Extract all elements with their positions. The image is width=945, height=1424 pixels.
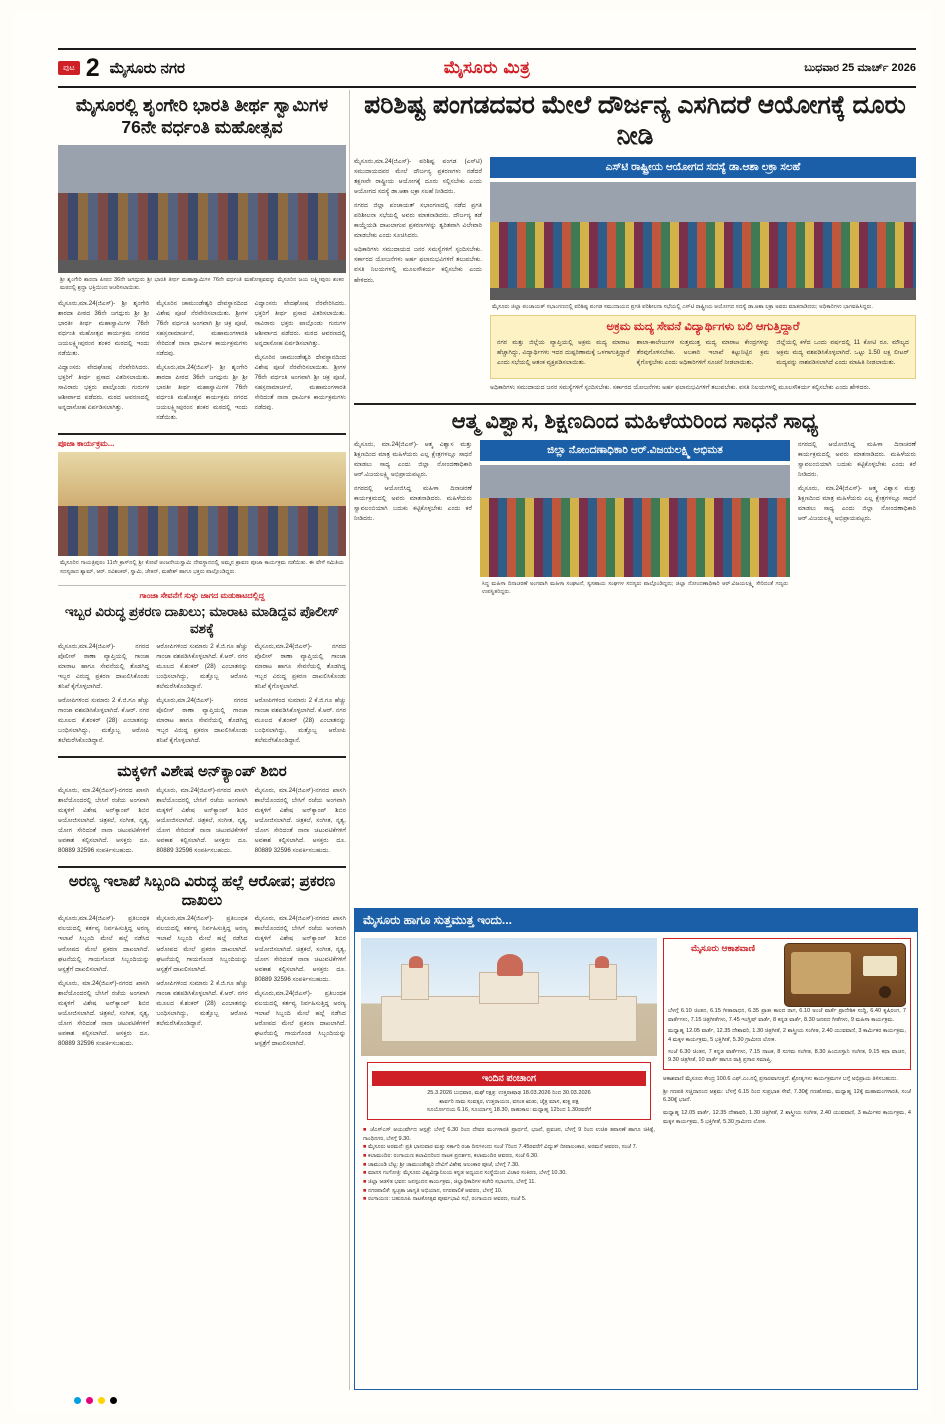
temple-photo-caption: ಮೈಸೂರಿನ ಗಾಯತ್ರಿಪುರಂ 11ನೇ ಕ್ರಾಸ್‌ನಲ್ಲಿ ಶ್ರೀ ಕೋಟೆ ಆಂಜನೇಯಸ್ವಾಮಿ ದೇವಸ್ಥಾನದಲ್ಲಿ ಅಮ್ಮನ ಶ್ರಾವಣ ಪೂಜಾ ಕಾರ್ಯಕ್ರಮ ನಡೆಯಿತು. ಈ ವೇಳೆ ಸಮಿತಿಯ ಸದಸ್ಯರಾದ ಶ್ಯಾಮ್, ಆರ್. ರವಿಶಂಕರ್, ಸ್ವಾಮಿ, ಚೇತನ್, ಮಹೇಶ್ ಹಾಗೂ ಭಕ್ತರು ಪಾಲ್ಗೊಂಡಿದ್ದರು. <box>60 560 344 575</box>
event-item: ■ ರಂಗಾಯಣ: ಬಹುರೂಪಿ ನಾಟಕೋತ್ಸವ ಪೂರ್ವಭಾವಿ ಸಭೆ, ರಂಗಾಯಣ ಆವರಣ, ಸಂಜೆ 5. <box>363 1196 527 1203</box>
page-label: ಪುಟ <box>58 61 80 75</box>
mid-subbar: ಜಿಲ್ಲಾ ನೋಂದಣಾಧಿಕಾರಿ ಆರ್.ವಿಜಯಲಕ್ಷ್ಮಿ ಅಭಿಮತ <box>480 440 790 461</box>
panchang-line-3: ಸೂರ್ಯೋದಯ 6.16, ಸೂರ್ಯಾಸ್ತ 18.30, ರಾಹುಕಾಲ: ಮಧ್ಯಾಹ್ನ 12ರಿಂದ 1.30ರವರೆಗೆ <box>426 1107 592 1114</box>
left-body-col1: ಮೈಸೂರು,ಮಾ.24(ಜಿಎಸ್)- ಶ್ರೀ ಶೃಂಗೇರಿ ಶಾರದಾ ಪೀಠದ 36ನೇ ಜಗದ್ಗುರು ಶ್ರೀ ಶ್ರೀ ಭಾರತೀ ತೀರ್ಥ ಮಹಾಸ್ವಾಮಿಗಳ 76ನೇ ವರ್ಧಂತಿ ಮಹೋತ್ಸವ ಕಾರ್ಯಕ್ರಮ ನಗರದ ಜಯಲಕ್ಷ್ಮೀಪುರಂನ ಶಂಕರ ಮಠದಲ್ಲಿ ಇಂದು ನಡೆಯಿತು. ವಿದ್ವಾಂಸರು ವೇದಘೋಷ ನೆರವೇರಿಸಿದರು. ಭಕ್ತರಿಗೆ ತೀರ್ಥ ಪ್ರಸಾದ ವಿತರಿಸಲಾಯಿತು. ಸಾವಿರಾರು ಭಕ್ತರು ಪಾಲ್ಗೊಂಡು ಗುರುಗಳ ಆಶೀರ್ವಾದ ಪಡೆದರು. ಮಠದ ಆವರಣದಲ್ಲಿ ಅನ್ನದಾಸೋಹ ಏರ್ಪಡಿಸಲಾಗಿತ್ತು. <box>58 299 150 412</box>
women-event-caption: ಸಿದ್ಧ ಮಹಿಳಾ ದಿನಾಚರಣೆ ಅಂಗವಾಗಿ ಮಹಿಳಾ ಸಂಘಟನೆ, ಸ್ವಸಹಾಯ ಸಂಘಗಳ ಸದಸ್ಯರು ಪಾಲ್ಗೊಂಡಿದ್ದರು; ಜಿಲ್ಲಾ ನೋಂದಣಾಧಿಕಾರಿ ಆರ್.ವಿಜಯಲಕ್ಷ್ಮಿ ಸೇರಿದಂತೆ ಗಣ್ಯರು ಉಪಸ್ಥಿತರಿದ್ದರು. <box>482 580 788 596</box>
camp-headline: ಮಕ್ಕಳಿಗೆ ವಿಶೇಷ ಅನ್‌ಕ್ಯಾಂಪ್ ಶಿಬಿರ <box>117 763 287 781</box>
panchang-box <box>367 1062 651 1120</box>
paper-name: ಮೈಸೂರು ಮಿತ್ರ <box>443 58 531 77</box>
drug-body-col3: ಜಿಲ್ಲೆಯಲ್ಲಿ ಕಳೆದ ಒಂದು ವರ್ಷದಲ್ಲಿ 11 ಕೋಟಿ ರೂ. ಮೌಲ್ಯದ ಅಕ್ರಮ ಮದ್ಯ ವಶಪಡಿಸಿಕೊಳ್ಳಲಾಗಿದೆ. ಒಟ್ಟು 1.50 ಲಕ್ಷ ಲೀಟರ್ ಮದ್ಯವನ್ನು ನಾಶಪಡಿಸಲಾಗಿದೆ ಎಂದು ಮಾಹಿತಿ ನೀಡಲಾಯಿತು. <box>776 339 910 367</box>
drug-extra-text: ಅಧಿಕಾರಿಗಳು ಸಮುದಾಯದ ಜನರ ಸಮಸ್ಯೆಗಳಿಗೆ ಸ್ಪಂದಿಸಬೇಕು. ಸರ್ಕಾರದ ಯೋಜನೆಗಳು ಅರ್ಹ ಫಲಾನುಭವಿಗಳಿಗೆ ತಲುಪಬೇಕು. ವಸತಿ ನಿಲಯಗಳಲ್ಲಿ ಮೂಲಸೌಕರ್ಯ ಕಲ್ಪಿಸಬೇಕು ಎಂದು ಹೇಳಿದರು. <box>490 383 871 391</box>
event-item: ■ ನಗರಪಾಲಿಕೆ: ಸ್ವಚ್ಛತಾ ಜಾಗೃತಿ ಅಭಿಯಾನ, ನಗರಪಾಲಿಕೆ ಆವರಣ, ಬೆಳಗ್ಗೆ 10. <box>363 1187 503 1194</box>
masthead <box>58 48 916 88</box>
drug-body-col2: ಶಾಲಾ-ಕಾಲೇಜುಗಳ ಸುತ್ತಮುತ್ತ ಮದ್ಯ ಮಾರಾಟ ಕೇಂದ್ರಗಳನ್ನು ತೆರವುಗೊಳಿಸಬೇಕು. ಅಬಕಾರಿ ಇಲಾಖೆ ಕಟ್ಟುನಿಟ್ಟಿನ ಕ್ರಮ ಕೈಗೊಳ್ಳಬೇಕು ಎಂದು ಅಧಿಕಾರಿಗಳಿಗೆ ಸೂಚನೆ ನೀಡಲಾಯಿತು. <box>636 339 770 367</box>
event-item: ■ ಮೈಸೂರು ಅರಮನೆ: ಪ್ರತಿ ಭಾನುವಾರ ಮತ್ತು ಸರ್ಕಾರಿ ರಜಾ ದಿನಗಳಂದು ಸಂಜೆ 7ರಿಂದ 7.45ರವರೆಗೆ ವಿದ್ಯುತ್ ದೀಪಾಲಂಕಾರ, ಅರಮನೆ ಆವರಣ, ಸಂಜೆ 7. <box>363 1144 638 1151</box>
mid-body-col3: ನಗರದಲ್ಲಿ ಆಯೋಜಿಸಿದ್ದ ಮಹಿಳಾ ದಿನಾಚರಣೆ ಕಾರ್ಯಕ್ರಮದಲ್ಲಿ ಅವರು ಮಾತನಾಡಿದರು. ಮಹಿಳೆಯರು ಸ್ವಾವಲಂಬಿಯಾಗಿ ಬದುಕು ಕಟ್ಟಿಕೊಳ್ಳಬೇಕು ಎಂದು ಕರೆ ನೀಡಿದರು. ಮೈಸೂರು, ಮಾ.24(ಜಿಎಸ್)- ಆತ್ಮ ವಿಶ್ವಾಸ ಮತ್ತು ಶಿಕ್ಷಣದಿಂದ ಮಾತ್ರ ಮಹಿಳೆಯರು ಎಲ್ಲ ಕ್ಷೇತ್ರಗಳಲ್ಲೂ ಸಾಧನೆ ಮಾಡಲು ಸಾಧ್ಯ ಎಂದು ಜಿಲ್ಲಾ ನೋಂದಣಾಧಿಕಾರಿ ಆರ್.ವಿಜಯಲಕ್ಷ್ಮಿ ಅಭಿಪ್ರಾಯಪಟ್ಟರು. <box>798 440 916 523</box>
camp-body-col2: ಮೈಸೂರು, ಮಾ.24(ಜಿಎಸ್)-ನಗರದ ಖಾಸಗಿ ಶಾಲೆಯೊಂದರಲ್ಲಿ ಬೇಸಿಗೆ ರಜೆಯ ಅಂಗವಾಗಿ ಮಕ್ಕಳಿಗೆ ವಿಶೇಷ ಅನ್‌ಕ್ಯಾಂಪ್ ಶಿಬಿರ ಆಯೋಜಿಸಲಾಗಿದೆ. ಚಿತ್ರಕಲೆ, ಸಂಗೀತ, ನೃತ್ಯ, ಯೋಗ ಸೇರಿದಂತೆ ನಾನಾ ಚಟುವಟಿಕೆಗಳಿಗೆ ಅವಕಾಶ ಕಲ್ಪಿಸಲಾಗಿದೆ. ಆಸಕ್ತರು ದೂ. 80889 32596 ಸಂಪರ್ಕಿಸಬಹುದು. <box>156 786 248 854</box>
drug-box <box>490 315 916 378</box>
drug-headline: ಅಕ್ರಮ ಮದ್ಯ ಸೇವನೆ ವಿದ್ಯಾರ್ಥಿಗಳು ಬಲಿ ಆಗುತ್ತಿದ್ದಾರೆ <box>606 321 800 334</box>
section-name: ಮೈಸೂರು ನಗರ <box>109 59 185 77</box>
left-body-col3: ವಿದ್ವಾಂಸರು ವೇದಘೋಷ ನೆರವೇರಿಸಿದರು. ಭಕ್ತರಿಗೆ ತೀರ್ಥ ಪ್ರಸಾದ ವಿತರಿಸಲಾಯಿತು. ಸಾವಿರಾರು ಭಕ್ತರು ಪಾಲ್ಗೊಂಡು ಗುರುಗಳ ಆಶೀರ್ವಾದ ಪಡೆದರು. ಮಠದ ಆವರಣದಲ್ಲಿ ಅನ್ನದಾಸೋಹ ಏರ್ಪಡಿಸಲಾಗಿತ್ತು. ಮೈಸೂರಿನ ಚಾಮುಂಡೇಶ್ವರಿ ದೇವಸ್ಥಾನದಿಂದ ವಿಶೇಷ ಪೂಜೆ ನೆರವೇರಿಸಲಾಯಿತು. ಶ್ರೀಗಳ 76ನೇ ವರ್ಧಂತಿ ಅಂಗವಾಗಿ ಶ್ರೀ ಚಕ್ರ ಪೂಜೆ, ಸಹಸ್ರನಾಮಾರ್ಚನೆ, ಮಹಾಮಂಗಳಾರತಿ ಸೇರಿದಂತೆ ನಾನಾ ಧಾರ್ಮಿಕ ಕಾರ್ಯಕ್ರಮಗಳು ನಡೆದವು. <box>254 299 346 412</box>
panchang-line-2: ಶಾರ್ವರಿ ನಾಮ ಸಂವತ್ಸರ, ಉತ್ತರಾಯಣ, ವಸಂತ ಋತು, ಚೈತ್ರ ಮಾಸ, ಶುಕ್ಲ ಪಕ್ಷ <box>439 1098 579 1105</box>
today-panel <box>354 908 918 1390</box>
pooja-kicker: ಪೂಜಾ ಕಾರ್ಯಕ್ರಮ... <box>58 439 115 449</box>
ganja-kicker: ಗಾಂಜಾ ಸೇವನೆಗೆ ಸುಳ್ಳು ಜಾಗದ ಮಡುಕಾಟದಲ್ಲಿದ್ದ <box>139 590 265 600</box>
page-sheet <box>14 10 931 1414</box>
radio-icon <box>784 943 906 1007</box>
ganja-body-col3: ಮೈಸೂರು,ಮಾ.24(ಜಿಎಸ್)- ನಗರದ ಪೊಲೀಸ್ ಠಾಣಾ ವ್ಯಾಪ್ತಿಯಲ್ಲಿ ಗಾಂಜಾ ಮಾರಾಟ ಹಾಗೂ ಸೇವನೆಯಲ್ಲಿ ತೊಡಗಿದ್ದ ಇಬ್ಬರ ವಿರುದ್ಧ ಪ್ರಕರಣ ದಾಖಲಿಸಿಕೊಂಡು ತನಿಖೆ ಕೈಗೊಳ್ಳಲಾಗಿದೆ. ಆರೋಪಿಗಳಿಂದ ಸುಮಾರು 2 ಕೆ.ಜಿ.ಗೂ ಹೆಚ್ಚು ಗಾಂಜಾ ವಶಪಡಿಸಿಕೊಳ್ಳಲಾಗಿದೆ. ಕೆ.ಆರ್. ನಗರ ಮೂಲದ ಕೆ.ಶಂಕರ್ (28) ಎಂಬಾತನನ್ನು ಬಂಧಿಸಲಾಗಿದ್ದು, ಮತ್ತೊಬ್ಬ ಆರೋಪಿ ತಲೆಮರೆಸಿಕೊಂಡಿದ್ದಾನೆ. <box>254 643 346 745</box>
right-column <box>354 90 916 601</box>
page-badge <box>58 53 100 82</box>
lead-subbar: ಎಸ್‌ಟಿ ರಾಷ್ಟ್ರೀಯ ಆಯೋಗದ ಸದಸ್ಯೆ ಡಾ.ಆಶಾ ಲಕ್ರಾ ಸಲಹೆ <box>490 157 916 178</box>
left-headline: ಮೈಸೂರಲ್ಲಿ ಶೃಂಗೇರಿ ಭಾರತಿ ತೀರ್ಥ ಸ್ವಾಮಿಗಳ 76ನೇ ವರ್ಧಂತಿ ಮಹೋತ್ಸವ <box>75 95 329 138</box>
event-item: ■ ಜಿಲ್ಲಾ ಆಡಳಿತ ಭವನ: ಜನಸ್ಪಂದನ ಕಾರ್ಯಕ್ರಮ, ಜಿಲ್ಲಾಧಿಕಾರಿಗಳ ಕಚೇರಿ ಸಭಾಂಗಣ, ಬೆಳಗ್ಗೆ 11. <box>363 1178 536 1185</box>
forest-headline: ಅರಣ್ಯ ಇಲಾಖೆ ಸಿಬ್ಬಂದಿ ವಿರುದ್ಧ ಹಲ್ಲೆ ಆರೋಪ; ಪ್ರಕರಣ ದಾಖಲು <box>68 872 336 910</box>
forest-body-col1: ಮೈಸೂರು,ಮಾ.24(ಜಿಎಸ್)- ಪ್ರತಿಬಂಧಕ ವಲಯದಲ್ಲಿ ಕರ್ತವ್ಯ ನಿರ್ವಹಿಸುತ್ತಿದ್ದ ಅರಣ್ಯ ಇಲಾಖೆ ಸಿಬ್ಬಂದಿ ಮೇಲೆ ಹಲ್ಲೆ ನಡೆಸಿದ ಆರೋಪದ ಮೇಲೆ ಪ್ರಕರಣ ದಾಖಲಾಗಿದೆ. ಘಟನೆಯಲ್ಲಿ ಗಾಯಗೊಂಡ ಸಿಬ್ಬಂದಿಯನ್ನು ಆಸ್ಪತ್ರೆಗೆ ದಾಖಲಿಸಲಾಗಿದೆ. ಮೈಸೂರು, ಮಾ.24(ಜಿಎಸ್)-ನಗರದ ಖಾಸಗಿ ಶಾಲೆಯೊಂದರಲ್ಲಿ ಬೇಸಿಗೆ ರಜೆಯ ಅಂಗವಾಗಿ ಮಕ್ಕಳಿಗೆ ವಿಶೇಷ ಅನ್‌ಕ್ಯಾಂಪ್ ಶಿಬಿರ ಆಯೋಜಿಸಲಾಗಿದೆ. ಚಿತ್ರಕಲೆ, ಸಂಗೀತ, ನೃತ್ಯ, ಯೋಗ ಸೇರಿದಂತೆ ನಾನಾ ಚಟುವಟಿಕೆಗಳಿಗೆ ಅವಕಾಶ ಕಲ್ಪಿಸಲಾಗಿದೆ. ಆಸಕ್ತರು ದೂ. 80889 32596 ಸಂಪರ್ಕಿಸಬಹುದು. <box>58 915 150 1047</box>
ganja-headline: ಇಬ್ಬರ ವಿರುದ್ಧ ಪ್ರಕರಣ ದಾಖಲು; ಮಾರಾಟ ಮಾಡಿದ್ದವ ಪೊಲೀಸ್ ವಶಕ್ಕೆ <box>64 603 340 637</box>
event-item: ■ ಕಲಾಮಂದಿರ: ರಂಗಾಯಣ ಕಲಾವಿದರಿಂದ ನಾಟಕ ಪ್ರದರ್ಶನ, ಕಲಾಮಂದಿರ ಆವರಣ, ಸಂಜೆ 6.30. <box>363 1152 539 1159</box>
forest-body-col3: ಮೈಸೂರು, ಮಾ.24(ಜಿಎಸ್)-ನಗರದ ಖಾಸಗಿ ಶಾಲೆಯೊಂದರಲ್ಲಿ ಬೇಸಿಗೆ ರಜೆಯ ಅಂಗವಾಗಿ ಮಕ್ಕಳಿಗೆ ವಿಶೇಷ ಅನ್‌ಕ್ಯಾಂಪ್ ಶಿಬಿರ ಆಯೋಜಿಸಲಾಗಿದೆ. ಚಿತ್ರಕಲೆ, ಸಂಗೀತ, ನೃತ್ಯ, ಯೋಗ ಸೇರಿದಂತೆ ನಾನಾ ಚಟುವಟಿಕೆಗಳಿಗೆ ಅವಕಾಶ ಕಲ್ಪಿಸಲಾಗಿದೆ. ಆಸಕ್ತರು ದೂ. 80889 32596 ಸಂಪರ್ಕಿಸಬಹುದು. ಮೈಸೂರು,ಮಾ.24(ಜಿಎಸ್)- ಪ್ರತಿಬಂಧಕ ವಲಯದಲ್ಲಿ ಕರ್ತವ್ಯ ನಿರ್ವಹಿಸುತ್ತಿದ್ದ ಅರಣ್ಯ ಇಲಾಖೆ ಸಿಬ್ಬಂದಿ ಮೇಲೆ ಹಲ್ಲೆ ನಡೆಸಿದ ಆರೋಪದ ಮೇಲೆ ಪ್ರಕರಣ ದಾಖಲಾಗಿದೆ. ಘಟನೆಯಲ್ಲಿ ಗಾಯಗೊಂಡ ಸಿಬ್ಬಂದಿಯನ್ನು ಆಸ್ಪತ್ರೆಗೆ ದಾಖಲಿಸಲಾಗಿದೆ. <box>254 915 346 1047</box>
mid-body-col1: ಮೈಸೂರು, ಮಾ.24(ಜಿಎಸ್)- ಆತ್ಮ ವಿಶ್ವಾಸ ಮತ್ತು ಶಿಕ್ಷಣದಿಂದ ಮಾತ್ರ ಮಹಿಳೆಯರು ಎಲ್ಲ ಕ್ಷೇತ್ರಗಳಲ್ಲೂ ಸಾಧನೆ ಮಾಡಲು ಸಾಧ್ಯ ಎಂದು ಜಿಲ್ಲಾ ನೋಂದಣಾಧಿಕಾರಿ ಆರ್.ವಿಜಯಲಕ್ಷ್ಮಿ ಅಭಿಪ್ರಾಯಪಟ್ಟರು. ನಗರದಲ್ಲಿ ಆಯೋಜಿಸಿದ್ದ ಮಹಿಳಾ ದಿನಾಚರಣೆ ಕಾರ್ಯಕ್ರಮದಲ್ಲಿ ಅವರು ಮಾತನಾಡಿದರು. ಮಹಿಳೆಯರು ಸ್ವಾವಲಂಬಿಯಾಗಿ ಬದುಕು ಕಟ್ಟಿಕೊಳ್ಳಬೇಕು ಎಂದು ಕರೆ ನೀಡಿದರು. <box>354 440 472 523</box>
temple-photo <box>58 452 346 556</box>
event-item: ■ ಚಾಮುಂಡಿ ಬೆಟ್ಟ: ಶ್ರೀ ಚಾಮುಂಡೇಶ್ವರಿ ದೇವಿಗೆ ವಿಶೇಷ ಅಲಂಕಾರ ಪೂಜೆ, ಬೆಳಗ್ಗೆ 7.30. <box>363 1161 520 1168</box>
panchang-title: ಇಂದಿನ ಪಂಚಾಂಗ <box>372 1071 646 1086</box>
st-commission-photo <box>490 182 916 300</box>
camp-body-col3: ಮೈಸೂರು, ಮಾ.24(ಜಿಎಸ್)-ನಗರದ ಖಾಸಗಿ ಶಾಲೆಯೊಂದರಲ್ಲಿ ಬೇಸಿಗೆ ರಜೆಯ ಅಂಗವಾಗಿ ಮಕ್ಕಳಿಗೆ ವಿಶೇಷ ಅನ್‌ಕ್ಯಾಂಪ್ ಶಿಬಿರ ಆಯೋಜಿಸಲಾಗಿದೆ. ಚಿತ್ರಕಲೆ, ಸಂಗೀತ, ನೃತ್ಯ, ಯೋಗ ಸೇರಿದಂತೆ ನಾನಾ ಚಟುವಟಿಕೆಗಳಿಗೆ ಅವಕಾಶ ಕಲ್ಪಿಸಲಾಗಿದೆ. ಆಸಕ್ತರು ದೂ. 80889 32596 ಸಂಪರ್ಕಿಸಬಹುದು. <box>254 786 346 854</box>
page-content <box>58 90 916 1390</box>
page-number: 2 <box>85 53 100 82</box>
shringeri-photo-caption: ಶ್ರೀ ಶೃಂಗೇರಿ ಶಾರದಾ ಪೀಠದ 36ನೇ ಜಗದ್ಗುರು ಶ್ರೀ ಭಾರತಿ ತೀರ್ಥ ಮಹಾಸ್ವಾಮಿಗಳ 76ನೇ ವರ್ಧಂತಿ ಮಹೋತ್ಸವವನ್ನು ಮೈಸೂರಿನ ಜಯ ಲಕ್ಷ್ಮೀಪುರಂ ಶಂಕರ ಮಠದಲ್ಲಿ ಶ್ರದ್ಧಾ ಭಕ್ತಿಯಿಂದ ಆಚರಿಸಲಾಯಿತು. <box>60 276 344 292</box>
akashvani-extra: ಮಧ್ಯಾಹ್ನ 12.05 ವಾರ್ತೆ, 12.35 ದೇಶಾವರಿ, 1.30 ಚಿತ್ರಗೀತೆ, 2 ಶಾಸ್ತ್ರೀಯ ಸಂಗೀತ, 2.40 ಯುವವಾಣಿ, 3 ಕಾರ್ಮಿಕರ ಕಾರ್ಯಕ್ರಮ, 4 ಮಕ್ಕಳ ಕಾರ್ಯಕ್ರಮ, 5 ಭಕ್ತಿಗೀತೆ, 5.30 ಗ್ರಾಮೀಣ ಲೋಕ. <box>663 1109 911 1125</box>
st-commission-caption: ಮೈಸೂರು ಜಿಲ್ಲಾ ಪಂಚಾಯತ್ ಸಭಾಂಗಣದಲ್ಲಿ ಪರಿಶಿಷ್ಟ ಪಂಗಡ ಸಮುದಾಯದ ಪ್ರಗತಿ ಪರಿಶೀಲನಾ ಸಭೆಯಲ್ಲಿ ಎಸ್‌ಟಿ ರಾಷ್ಟ್ರೀಯ ಆಯೋಗದ ಸದಸ್ಯೆ ಡಾ.ಆಶಾ ಲಕ್ರಾ ಅವರು ಮಾತನಾಡಿದರು; ಅಧಿಕಾರಿಗಳು ಭಾಗವಹಿಸಿದ್ದರು. <box>492 304 873 310</box>
mid-headline: ಆತ್ಮ ವಿಶ್ವಾಸ, ಶಿಕ್ಷಣದಿಂದ ಮಹಿಳೆಯರಿಂದ ಸಾಧನೆ ಸಾಧ್ಯ <box>451 409 819 433</box>
ashram-schedule: ಶ್ರೀ ಗಣಪತಿ ಸಚ್ಚಿದಾನಂದ ಆಶ್ರಮ: ಬೆಳಗ್ಗೆ 6.15 ರಿಂದ ಸುಪ್ರಭಾತ ಸೇವೆ, 7.30ಕ್ಕೆ ಗಣಹೋಮ, ಮಧ್ಯಾಹ್ನ 12ಕ್ಕೆ ಮಹಾಮಂಗಳಾರತಿ, ಸಂಜೆ 6.30ಕ್ಕೆ ಭಜನೆ. <box>663 1088 911 1104</box>
ganja-body-col2: ಆರೋಪಿಗಳಿಂದ ಸುಮಾರು 2 ಕೆ.ಜಿ.ಗೂ ಹೆಚ್ಚು ಗಾಂಜಾ ವಶಪಡಿಸಿಕೊಳ್ಳಲಾಗಿದೆ. ಕೆ.ಆರ್. ನಗರ ಮೂಲದ ಕೆ.ಶಂಕರ್ (28) ಎಂಬಾತನನ್ನು ಬಂಧಿಸಲಾಗಿದ್ದು, ಮತ್ತೊಬ್ಬ ಆರೋಪಿ ತಲೆಮರೆಸಿಕೊಂಡಿದ್ದಾನೆ. ಮೈಸೂರು,ಮಾ.24(ಜಿಎಸ್)- ನಗರದ ಪೊಲೀಸ್ ಠಾಣಾ ವ್ಯಾಪ್ತಿಯಲ್ಲಿ ಗಾಂಜಾ ಮಾರಾಟ ಹಾಗೂ ಸೇವನೆಯಲ್ಲಿ ತೊಡಗಿದ್ದ ಇಬ್ಬರ ವಿರುದ್ಧ ಪ್ರಕರಣ ದಾಖಲಿಸಿಕೊಂಡು ತನಿಖೆ ಕೈಗೊಳ್ಳಲಾಗಿದೆ. <box>156 643 248 745</box>
akashvani-box <box>663 938 911 1070</box>
issue-date: ಬುಧವಾರ 25 ಮಾರ್ಚ್ 2026 <box>804 61 916 74</box>
women-event-photo <box>480 465 790 577</box>
event-item: ■ ಜೆಎಸ್‌ಎಸ್ ಆಯುರ್ವೇದ ಆಸ್ಪತ್ರೆ: ಬೆಳಗ್ಗೆ 6.30 ರಿಂದ ದೇವರ ಮಂಗಳಾರತಿ ಪ್ರಾರ್ಥನೆ, ಭಜನೆ, ಪ್ರವಚನ, ಬೆಳಗ್ಗೆ 9 ರಿಂದ ಉಚಿತ ತಪಾಸಣೆ ಹಾಗೂ ಚಿಕಿತ್ಸೆ, ಗಾಂಧಿನಗರ, ಬೆಳಗ್ಗೆ 9.30. <box>363 1126 655 1142</box>
ganja-body-col1: ಮೈಸೂರು,ಮಾ.24(ಜಿಎಸ್)- ನಗರದ ಪೊಲೀಸ್ ಠಾಣಾ ವ್ಯಾಪ್ತಿಯಲ್ಲಿ ಗಾಂಜಾ ಮಾರಾಟ ಹಾಗೂ ಸೇವನೆಯಲ್ಲಿ ತೊಡಗಿದ್ದ ಇಬ್ಬರ ವಿರುದ್ಧ ಪ್ರಕರಣ ದಾಖಲಿಸಿಕೊಂಡು ತನಿಖೆ ಕೈಗೊಳ್ಳಲಾಗಿದೆ. ಆರೋಪಿಗಳಿಂದ ಸುಮಾರು 2 ಕೆ.ಜಿ.ಗೂ ಹೆಚ್ಚು ಗಾಂಜಾ ವಶಪಡಿಸಿಕೊಳ್ಳಲಾಗಿದೆ. ಕೆ.ಆರ್. ನಗರ ಮೂಲದ ಕೆ.ಶಂಕರ್ (28) ಎಂಬಾತನನ್ನು ಬಂಧಿಸಲಾಗಿದ್ದು, ಮತ್ತೊಬ್ಬ ಆರೋಪಿ ತಲೆಮರೆಸಿಕೊಂಡಿದ್ದಾನೆ. <box>58 643 150 745</box>
lead-body-col1: ಮೈಸೂರು,ಮಾ.24(ಜಿಎಸ್)- ಪರಿಶಿಷ್ಟ ಪಂಗಡ (ಎಸ್‌ಟಿ) ಸಮುದಾಯದವರ ಮೇಲೆ ದೌರ್ಜನ್ಯ ಪ್ರಕರಣಗಳು ನಡೆದರೆ ತಕ್ಷಣವೇ ರಾಷ್ಟ್ರೀಯ ಆಯೋಗಕ್ಕೆ ದೂರು ಸಲ್ಲಿಸಬೇಕು ಎಂದು ಆಯೋಗದ ಸದಸ್ಯೆ ಡಾ.ಆಶಾ ಲಕ್ರಾ ಸಲಹೆ ನೀಡಿದರು. ನಗರದ ಜಿಲ್ಲಾ ಪಂಚಾಯತ್ ಸಭಾಂಗಣದಲ್ಲಿ ನಡೆದ ಪ್ರಗತಿ ಪರಿಶೀಲನಾ ಸಭೆಯಲ್ಲಿ ಅವರು ಮಾತನಾಡಿದರು. ದೌರ್ಜನ್ಯ ತಡೆ ಕಾಯ್ದೆಯಡಿ ದಾಖಲಾಗುವ ಪ್ರಕರಣಗಳನ್ನು ತ್ವರಿತವಾಗಿ ವಿಲೇವಾರಿ ಮಾಡಬೇಕು ಎಂದು ಸೂಚಿಸಿದರು. ಅಧಿಕಾರಿಗಳು ಸಮುದಾಯದ ಜನರ ಸಮಸ್ಯೆಗಳಿಗೆ ಸ್ಪಂದಿಸಬೇಕು. ಸರ್ಕಾರದ ಯೋಜನೆಗಳು ಅರ್ಹ ಫಲಾನುಭವಿಗಳಿಗೆ ತಲುಪಬೇಕು. ವಸತಿ ನಿಲಯಗಳಲ್ಲಿ ಮೂಲಸೌಕರ್ಯ ಕಲ್ಪಿಸಬೇಕು ಎಂದು ಹೇಳಿದರು. <box>354 158 482 284</box>
akashvani-schedule-2: ಮಧ್ಯಾಹ್ನ 12.05 ವಾರ್ತೆ, 12.35 ದೇಶಾವರಿ, 1.30 ಚಿತ್ರಗೀತೆ, 2 ಶಾಸ್ತ್ರೀಯ ಸಂಗೀತ, 2.40 ಯುವವಾಣಿ, 3 ಕಾರ್ಮಿಕರ ಕಾರ್ಯಕ್ರಮ, 4 ಮಕ್ಕಳ ಕಾರ್ಯಕ್ರಮ, 5 ಭಕ್ತಿಗೀತೆ, 5.30 ಗ್ರಾಮೀಣ ಲೋಕ. <box>668 1028 906 1043</box>
left-column <box>58 90 346 1053</box>
drug-body-col1: ನಗರ ಮತ್ತು ಜಿಲ್ಲೆಯ ವ್ಯಾಪ್ತಿಯಲ್ಲಿ ಅಕ್ರಮ ಮದ್ಯ ಮಾರಾಟ ಹೆಚ್ಚಾಗಿದ್ದು, ವಿದ್ಯಾರ್ಥಿಗಳು ಇದರ ದುಷ್ಪರಿಣಾಮಕ್ಕೆ ಒಳಗಾಗುತ್ತಿದ್ದಾರೆ ಎಂದು ಸಭೆಯಲ್ಲಿ ಆತಂಕ ವ್ಯಕ್ತಪಡಿಸಲಾಯಿತು. <box>497 339 630 367</box>
akashvani-note: ಆಕಾಶವಾಣಿ ಮೈಸೂರು ಕೇಂದ್ರ 100.6 ಎಫ್.ಎಂ.ನಲ್ಲಿ ಪ್ರಸಾರವಾಗುತ್ತದೆ. ಶ್ರೋತೃಗಳು ಕಾರ್ಯಕ್ರಮಗಳ ಬಗ್ಗೆ ಅಭಿಪ್ರಾಯ ತಿಳಿಸಬಹುದು. <box>663 1075 898 1082</box>
registration-dots <box>74 1397 117 1404</box>
akashvani-schedule-3: ಸಂಜೆ 6.30 ಚಿಂತನ, 7 ಕನ್ನಡ ವಾರ್ತೆಗಳು, 7.15 ನಾಟಕ, 8 ಸುಗಮ ಸಂಗೀತ, 8.30 ಹಿಂದೂಸ್ತಾನಿ ಸಂಗೀತ, 9.15 ಕಥಾ ವಾಚನ, 9.30 ಚಿತ್ರಗೀತೆ, 10 ವಾರ್ತೆ ಹಾಗೂ ರಾತ್ರಿ ಪ್ರಸಾರ ಸಮಾಪ್ತಿ. <box>668 1048 906 1064</box>
column-divider <box>349 90 350 1390</box>
akashvani-title: ಮೈಸೂರು ಆಕಾಶವಾಣಿ <box>691 943 755 953</box>
akashvani-schedule-1: ಬೆಳಗ್ಗೆ 6.10 ಚಿಂತನ, 6.15 ಗೀತಾರಾಧನ, 6.35 ಪ್ರಾತಃ ಕಾಲದ ರಾಗ, 6.10 ಅಂಚೆ ವಾರ್ತೆ ಪ್ರಾದೇಶಿಕ ಸುದ್ದಿ, 6.40 ಕೃಷಿರಂಗ, 7 ವಾರ್ತೆಗಳು, 7.15 ಚಿತ್ರಗೀತೆಗಳು, 7.45 ಇಂಗ್ಲಿಷ್ ವಾರ್ತೆ, 8 ಕನ್ನಡ ವಾರ್ತೆ, 8.30 ಜನಪದ ಗೀತೆಗಳು, 9 ಮಹಿಳಾ ಕಾರ್ಯಕ್ರಮ. <box>668 1008 906 1023</box>
today-panel-title: ಮೈಸೂರು ಹಾಗೂ ಸುತ್ತಮುತ್ತ ಇಂದು... <box>355 909 917 932</box>
mysore-palace-illustration <box>361 938 657 1056</box>
camp-body-col1: ಮೈಸೂರು, ಮಾ.24(ಜಿಎಸ್)-ನಗರದ ಖಾಸಗಿ ಶಾಲೆಯೊಂದರಲ್ಲಿ ಬೇಸಿಗೆ ರಜೆಯ ಅಂಗವಾಗಿ ಮಕ್ಕಳಿಗೆ ವಿಶೇಷ ಅನ್‌ಕ್ಯಾಂಪ್ ಶಿಬಿರ ಆಯೋಜಿಸಲಾಗಿದೆ. ಚಿತ್ರಕಲೆ, ಸಂಗೀತ, ನೃತ್ಯ, ಯೋಗ ಸೇರಿದಂತೆ ನಾನಾ ಚಟುವಟಿಕೆಗಳಿಗೆ ಅವಕಾಶ ಕಲ್ಪಿಸಲಾಗಿದೆ. ಆಸಕ್ತರು ದೂ. 80889 32596 ಸಂಪರ್ಕಿಸಬಹುದು. <box>58 786 150 854</box>
event-item: ■ ಮಾನಸ ಗಂಗೋತ್ರಿ: ಮೈಸೂರು ವಿಶ್ವವಿದ್ಯಾನಿಲಯ ಕನ್ನಡ ಅಧ್ಯಯನ ಸಂಸ್ಥೆಯಿಂದ ವಿಚಾರ ಸಂಕಿರಣ, ಬೆಳಗ್ಗೆ 10.30. <box>363 1170 567 1177</box>
lead-headline: ಪರಿಶಿಷ್ಟ ಪಂಗಡದವರ ಮೇಲೆ ದೌರ್ಜನ್ಯ ಎಸಗಿದರೆ ಆಯೋಗಕ್ಕೆ ದೂರು ನೀಡಿ <box>364 91 906 150</box>
shringeri-photo <box>58 145 346 273</box>
forest-body-col2: ಮೈಸೂರು,ಮಾ.24(ಜಿಎಸ್)- ಪ್ರತಿಬಂಧಕ ವಲಯದಲ್ಲಿ ಕರ್ತವ್ಯ ನಿರ್ವಹಿಸುತ್ತಿದ್ದ ಅರಣ್ಯ ಇಲಾಖೆ ಸಿಬ್ಬಂದಿ ಮೇಲೆ ಹಲ್ಲೆ ನಡೆಸಿದ ಆರೋಪದ ಮೇಲೆ ಪ್ರಕರಣ ದಾಖಲಾಗಿದೆ. ಘಟನೆಯಲ್ಲಿ ಗಾಯಗೊಂಡ ಸಿಬ್ಬಂದಿಯನ್ನು ಆಸ್ಪತ್ರೆಗೆ ದಾಖಲಿಸಲಾಗಿದೆ. ಆರೋಪಿಗಳಿಂದ ಸುಮಾರು 2 ಕೆ.ಜಿ.ಗೂ ಹೆಚ್ಚು ಗಾಂಜಾ ವಶಪಡಿಸಿಕೊಳ್ಳಲಾಗಿದೆ. ಕೆ.ಆರ್. ನಗರ ಮೂಲದ ಕೆ.ಶಂಕರ್ (28) ಎಂಬಾತನನ್ನು ಬಂಧಿಸಲಾಗಿದ್ದು, ಮತ್ತೊಬ್ಬ ಆರೋಪಿ ತಲೆಮರೆಸಿಕೊಂಡಿದ್ದಾನೆ. <box>156 915 248 1027</box>
panchang-line-1: 25.3.2026 ಬುಧವಾರ, ಮಘೆ ನಕ್ಷತ್ರ: ಉತ್ತರಾಷಾಢ 18.03.2026 ರಿಂದ 30.03.2026 <box>427 1090 591 1096</box>
left-body-col2: ಮೈಸೂರಿನ ಚಾಮುಂಡೇಶ್ವರಿ ದೇವಸ್ಥಾನದಿಂದ ವಿಶೇಷ ಪೂಜೆ ನೆರವೇರಿಸಲಾಯಿತು. ಶ್ರೀಗಳ 76ನೇ ವರ್ಧಂತಿ ಅಂಗವಾಗಿ ಶ್ರೀ ಚಕ್ರ ಪೂಜೆ, ಸಹಸ್ರನಾಮಾರ್ಚನೆ, ಮಹಾಮಂಗಳಾರತಿ ಸೇರಿದಂತೆ ನಾನಾ ಧಾರ್ಮಿಕ ಕಾರ್ಯಕ್ರಮಗಳು ನಡೆದವು. ಮೈಸೂರು,ಮಾ.24(ಜಿಎಸ್)- ಶ್ರೀ ಶೃಂಗೇರಿ ಶಾರದಾ ಪೀಠದ 36ನೇ ಜಗದ್ಗುರು ಶ್ರೀ ಶ್ರೀ ಭಾರತೀ ತೀರ್ಥ ಮಹಾಸ್ವಾಮಿಗಳ 76ನೇ ವರ್ಧಂತಿ ಮಹೋತ್ಸವ ಕಾರ್ಯಕ್ರಮ ನಗರದ ಜಯಲಕ್ಷ್ಮೀಪುರಂನ ಶಂಕರ ಮಠದಲ್ಲಿ ಇಂದು ನಡೆಯಿತು. <box>156 299 248 422</box>
